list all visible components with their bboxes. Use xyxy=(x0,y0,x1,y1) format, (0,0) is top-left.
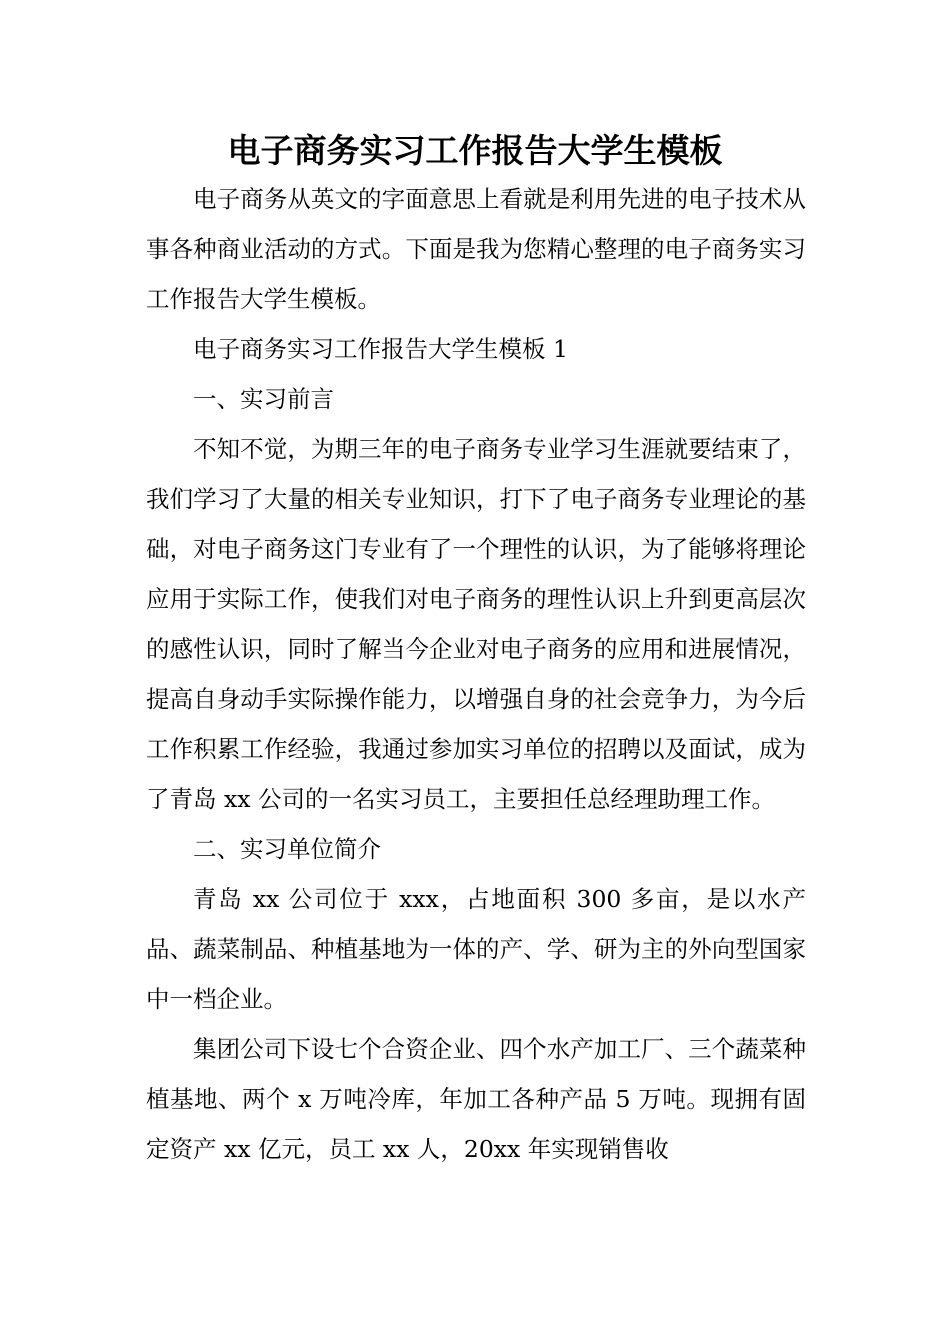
section-heading-preface: 一、实习前言 xyxy=(193,385,334,413)
document-title: 电子商务实习工作报告大学生模板 xyxy=(227,131,723,170)
section-heading-company: 二、实习单位简介 xyxy=(193,835,381,863)
document-body xyxy=(146,174,806,1174)
paragraph-intro: 电子商务从英文的字面意思上看就是利用先进的电子技术从事各种商业活动的方式。下面是我为您精心整理的电子商务实习工作报告大学生模板。 xyxy=(146,185,806,313)
paragraph-company-location: 青岛 xx 公司位于 xxx，占地面积 300 多亩，是以水产品、蔬菜制品、种植基地为一体的产、学、研为主的外向型国家中一档企业。 xyxy=(146,885,806,1013)
paragraph-company-structure: 集团公司下设七个合资企业、四个水产加工厂、三个蔬菜种植基地、两个 x 万吨冷库，年加工各种产品 5 万吨。现拥有固定资产 xx 亿元，员工 xx 人，20xx 年实现销售收 xyxy=(146,1035,806,1163)
paragraph-preface: 不知不觉，为期三年的电子商务专业学习生涯就要结束了，我们学习了大量的相关专业知识，打下了电子商务专业理论的基础，对电子商务这门专业有了一个理性的认识，为了能够将理论应用于实际工作，使我们对电子商务的理性认识上升到更高层次的感性认识，同时了解当今企业对电子商务的应用和进展情况，提高自身动手实际操作能力，以增强自身的社会竞争力，为今后工作积累工作经验，我通过参加实习单位的招聘以及面试，成为了青岛 xx 公司的一名实习员工，主要担任总经理助理工作。 xyxy=(146,435,806,813)
paragraph-subtitle: 电子商务实习工作报告大学生模板 1 xyxy=(193,335,568,363)
